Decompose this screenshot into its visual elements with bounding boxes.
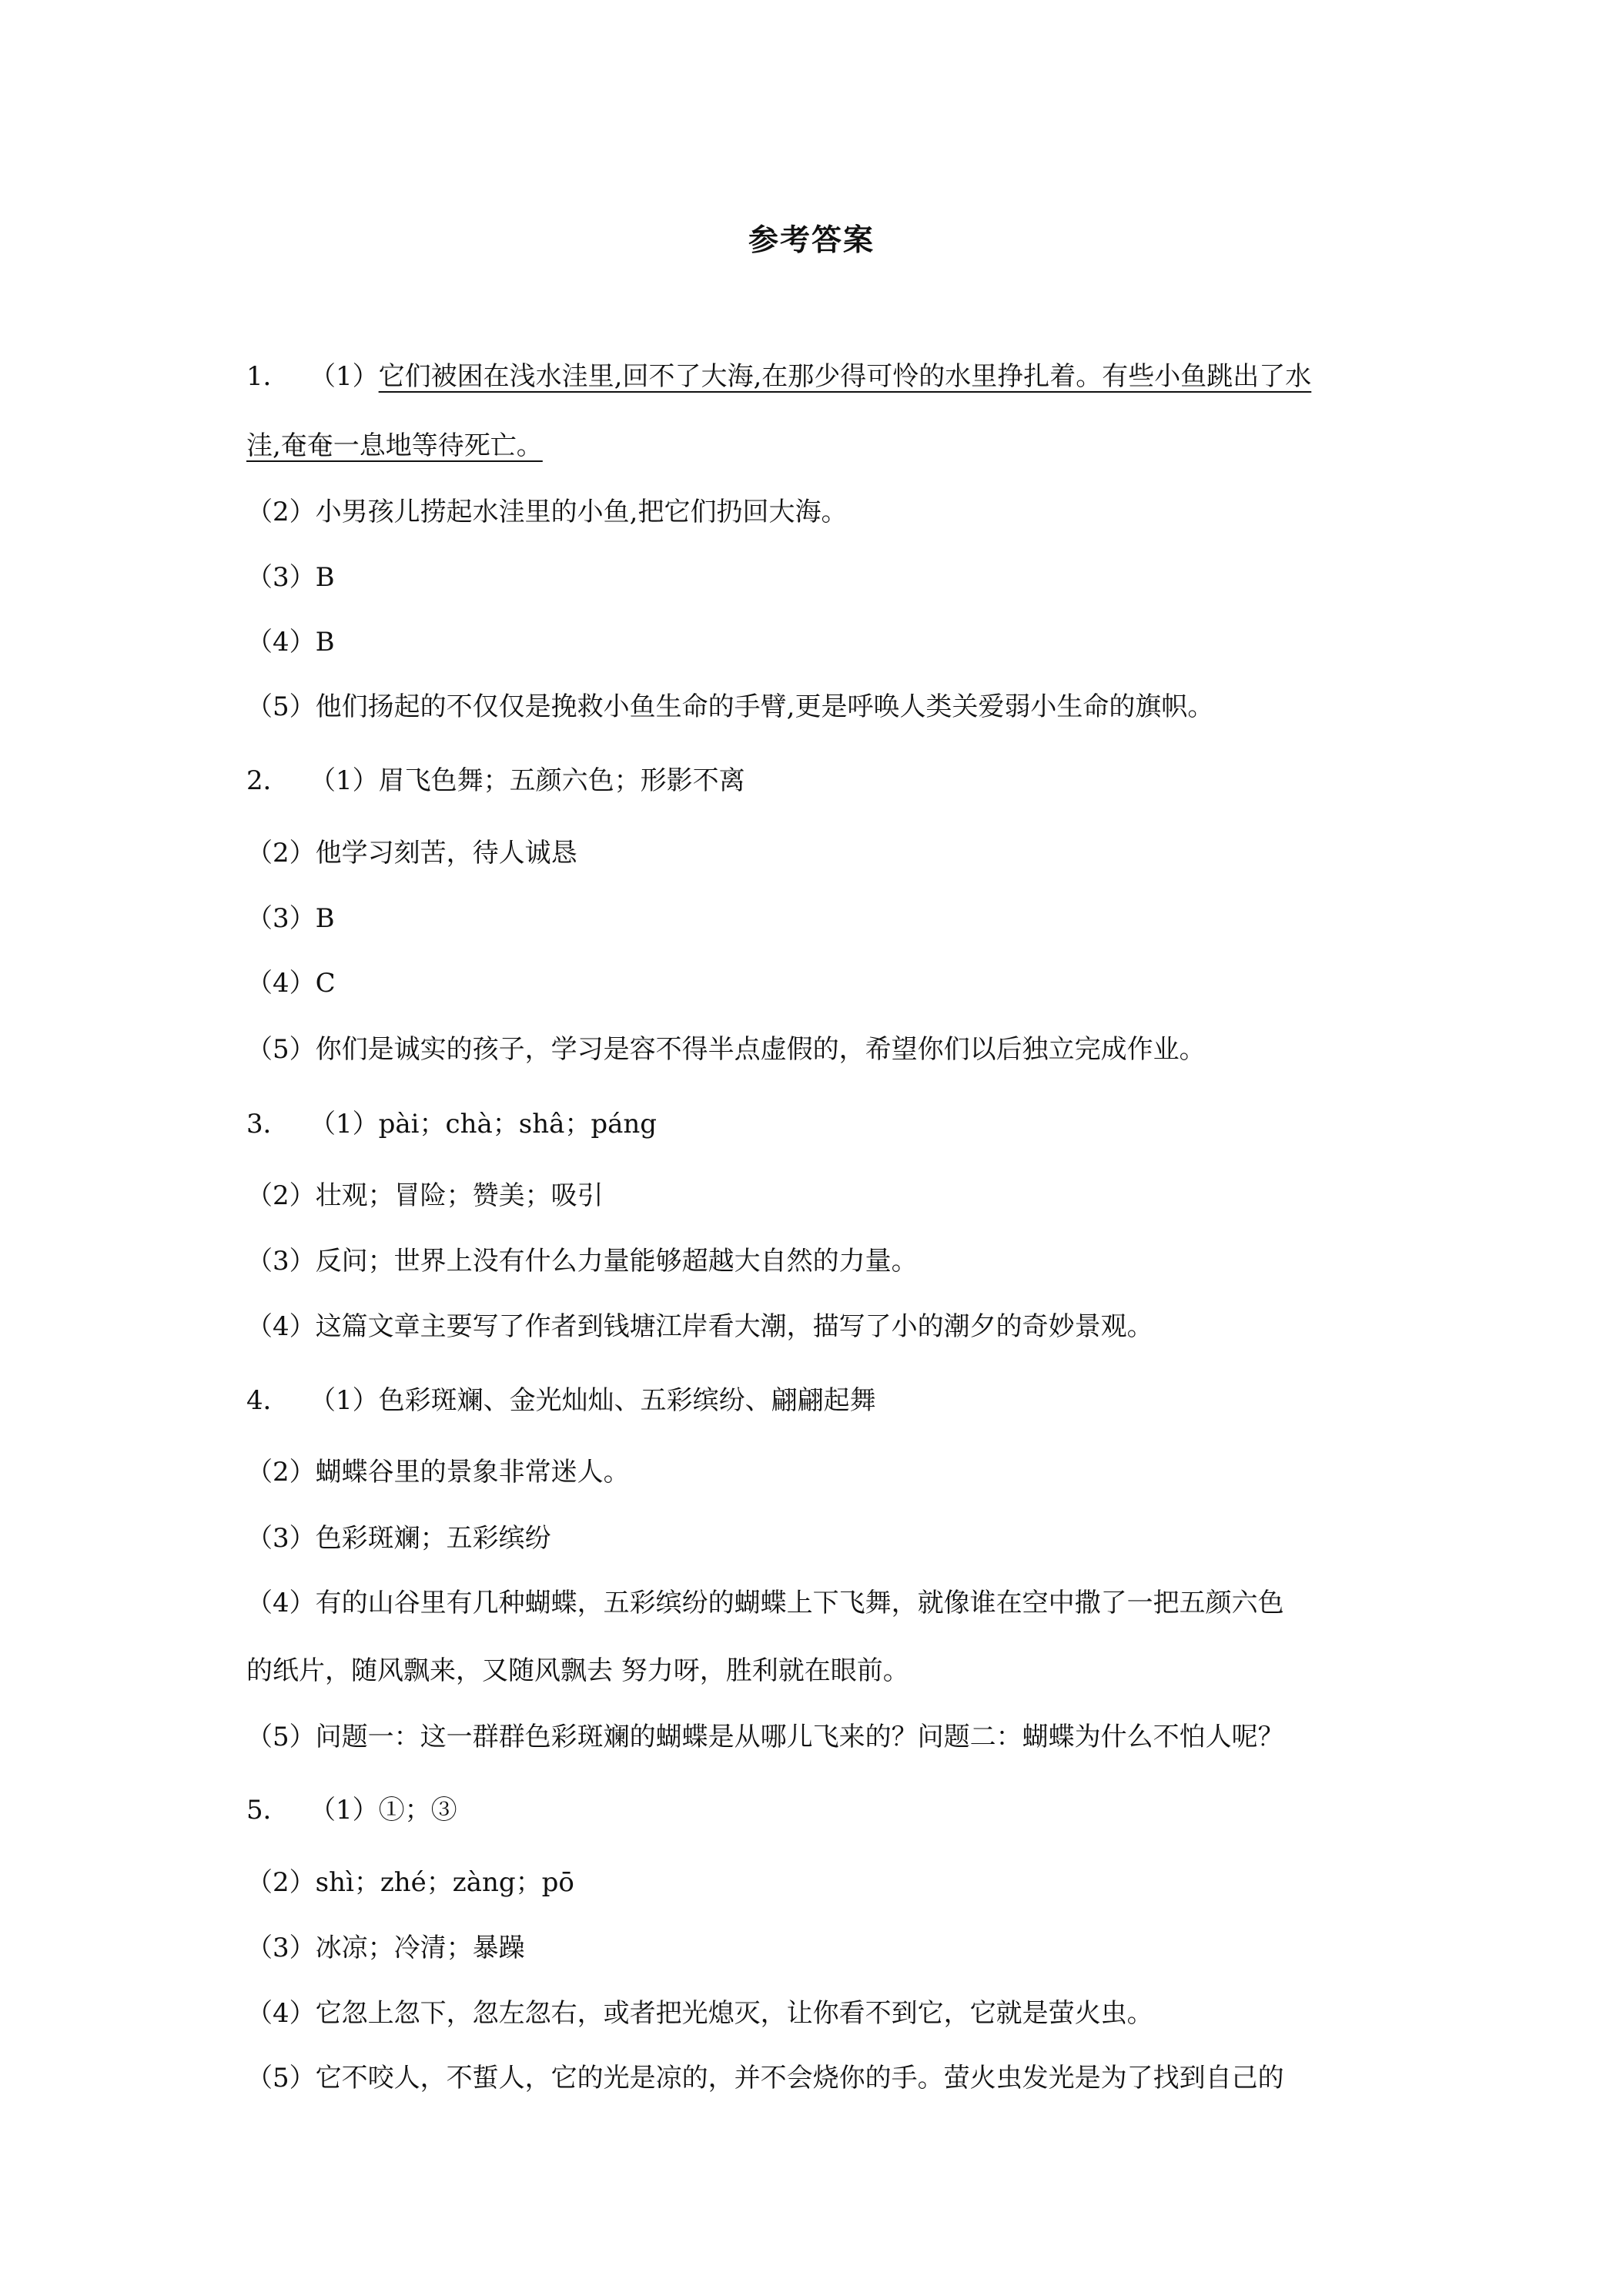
answer-line [246, 901, 1386, 936]
answer-line [246, 1383, 1386, 1418]
answer-text: （5）你们是诚实的孩子，学习是容不得半点虚假的，希望你们以后独立完成作业。 [246, 1034, 1206, 1065]
answer-line [246, 494, 1386, 530]
answer-text: （3）色彩斑斓；五彩缤纷 [246, 1523, 551, 1554]
page-title: 参考答案 [748, 223, 875, 258]
answer-line [246, 966, 1386, 1001]
answer-text: （1）色彩斑斓、金光灿灿、五彩缤纷、翩翩起舞 [310, 1385, 876, 1416]
answer-text: （3）反问；世界上没有什么力量能够超越大自然的力量。 [246, 1246, 918, 1277]
question-number: 3． [246, 1109, 289, 1140]
answer-line [246, 1719, 1386, 1755]
answer-line [246, 1454, 1386, 1490]
answer-text: （1）①；③ [310, 1795, 457, 1826]
underlined-text: 它们被困在浅水洼里,回不了大海,在那少得可怜的水里挣扎着。有些小鱼跳出了水 [378, 361, 1312, 392]
answer-text: （1）pài；chà；shâ；páng [310, 1109, 658, 1140]
answer-line [246, 689, 1386, 725]
answer-line [246, 1243, 1386, 1279]
answer-text: （5）他们扬起的不仅仅是挽救小鱼生命的手臂,更是呼唤人类关爱弱小生命的旗帜。 [246, 691, 1214, 722]
answer-line [246, 560, 1386, 595]
answer-line [246, 763, 1386, 798]
answer-text: 的纸片，随风飘来，又随风飘去 努力呀，胜利就在眼前。 [246, 1655, 909, 1686]
answer-text: （1） [310, 361, 379, 392]
answer-text: （2）小男孩儿捞起水洼里的小鱼,把它们扔回大海。 [246, 497, 848, 527]
underlined-text: 洼,奄奄一息地等待死亡。 [246, 430, 543, 461]
question-number: 1． [246, 361, 289, 392]
answer-text: （5）问题一：这一群群色彩斑斓的蝴蝶是从哪儿飞来的？问题二：蝴蝶为什么不怕人呢？ [246, 1722, 1284, 1752]
answer-text: （4）B [246, 627, 335, 658]
answer-line [246, 1585, 1386, 1621]
answer-text: （2）蝴蝶谷里的景象非常迷人。 [246, 1457, 630, 1488]
answer-line [246, 1106, 1386, 1142]
answer-text: （3）B [246, 562, 335, 593]
answer-line [246, 1792, 1386, 1828]
answer-text: （5）它不咬人，不蜇人，它的光是凉的，并不会烧你的手。萤火虫发光是为了找到自己的 [246, 2063, 1284, 2094]
answer-line [246, 1653, 1386, 1689]
question-number: 2． [246, 765, 289, 796]
answer-line [246, 624, 1386, 660]
answer-text: （4）这篇文章主要写了作者到钱塘江岸看大潮，描写了小的潮夕的奇妙景观。 [246, 1311, 1153, 1342]
question-number: 4． [246, 1385, 289, 1416]
question-number: 5． [246, 1795, 289, 1826]
answer-line [246, 428, 1386, 464]
answer-text: （4）有的山谷里有几种蝴蝶，五彩缤纷的蝴蝶上下飞舞，就像谁在空中撒了一把五颜六色 [246, 1588, 1284, 1618]
answer-line [246, 1032, 1386, 1067]
answer-line [246, 1309, 1386, 1344]
answer-text: （2）壮观；冒险；赞美；吸引 [246, 1180, 604, 1211]
answer-text: （3）B [246, 903, 335, 934]
answer-text: （2）shì；zhé；zàng；pō [246, 1867, 574, 1898]
answer-line [246, 2060, 1386, 2096]
answer-text: （2）他学习刻苦，待人诚恳 [246, 838, 577, 869]
answer-line [246, 359, 1386, 394]
answer-line [246, 1930, 1386, 1966]
answer-text: （3）冰凉；冷清；暴躁 [246, 1933, 525, 1963]
answer-text: （1）眉飞色舞；五颜六色；形影不离 [310, 765, 745, 796]
answer-line [246, 1865, 1386, 1900]
answer-text: （4）C [246, 968, 336, 999]
answer-text: （4）它忽上忽下，忽左忽右，或者把光熄灭，让你看不到它，它就是萤火虫。 [246, 1998, 1153, 2029]
answer-line [246, 1521, 1386, 1556]
answer-line [246, 1178, 1386, 1213]
answer-line [246, 1996, 1386, 2031]
answer-line [246, 835, 1386, 871]
